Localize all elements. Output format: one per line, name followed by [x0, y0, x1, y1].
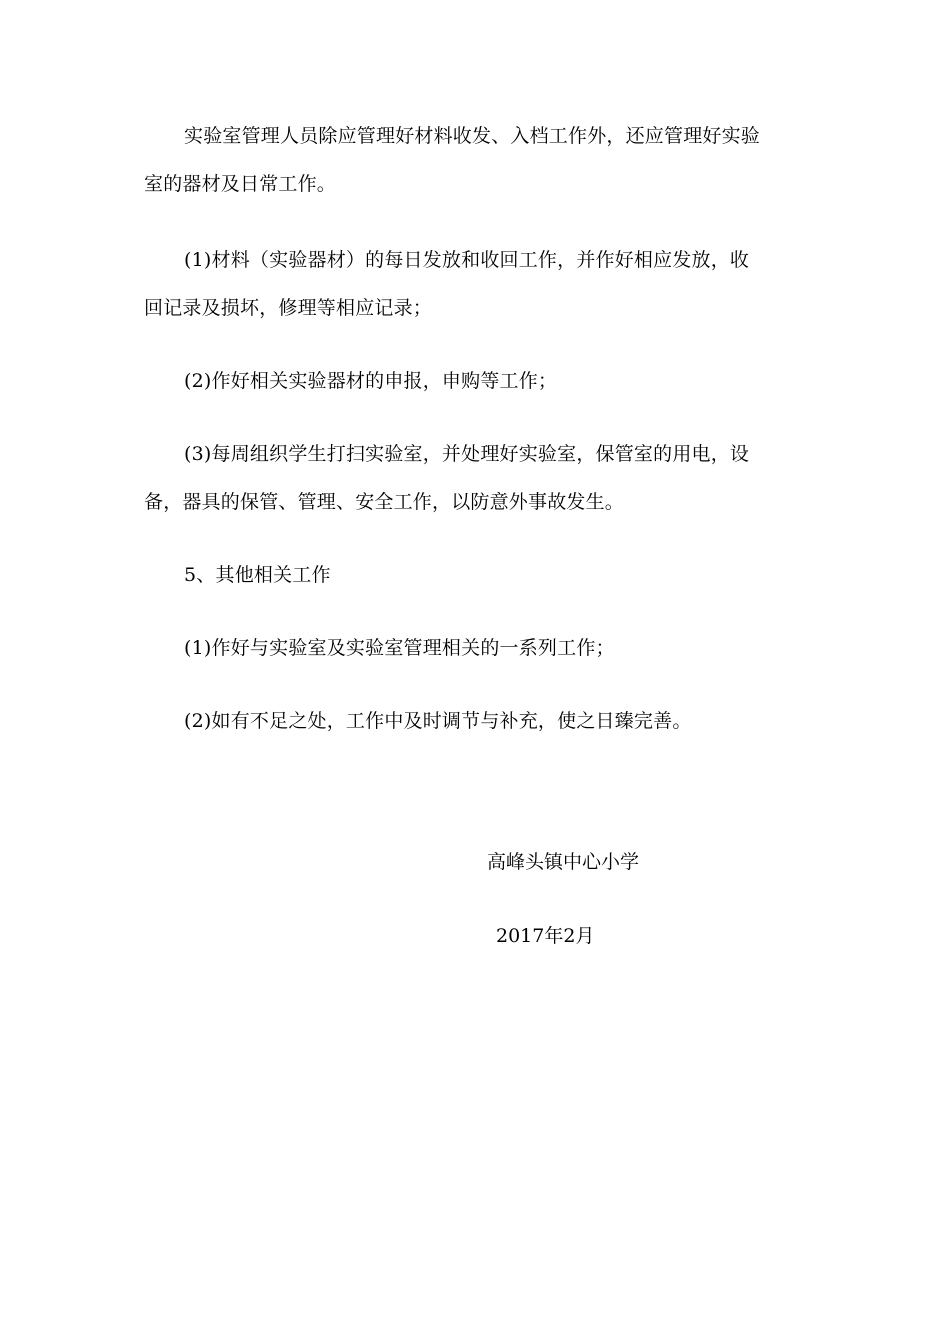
paragraph-other-item-1	[144, 624, 808, 672]
signature-organization: 高峰头镇中心小学	[487, 851, 640, 873]
paragraph-line: 实验室管理人员除应管理好材料收发、入档工作外，还应管理好实验	[184, 125, 761, 147]
paragraph-item-2-procurement	[144, 357, 808, 405]
section-heading-other-work	[144, 551, 808, 599]
paragraph-line: (2)如有不足之处，工作中及时调节与补充，使之日臻完善。	[184, 710, 692, 732]
paragraph-line: 备，器具的保管、管理、安全工作，以防意外事故发生。	[144, 491, 625, 513]
paragraph-line: (2)作好相关实验器材的申报，申购等工作；	[184, 370, 558, 392]
paragraph-item-1-materials	[144, 236, 808, 332]
paragraph-item-3-cleaning-safety	[144, 430, 808, 526]
paragraph-line: 5、其他相关工作	[184, 564, 331, 586]
paragraph-line: (3)每周组织学生打扫实验室，并处理好实验室，保管室的用电，设	[184, 443, 750, 465]
paragraph-other-item-2	[144, 697, 808, 745]
paragraph-line: 回记录及损坏，修理等相应记录；	[144, 297, 433, 319]
paragraph-line: (1)作好与实验室及实验室管理相关的一系列工作；	[184, 637, 615, 659]
paragraph-line: 室的器材及日常工作。	[144, 173, 337, 195]
signature-date: 2017年2月	[496, 925, 595, 947]
paragraph-line: (1)材料（实验器材）的每日发放和收回工作，并作好相应发放，收	[184, 249, 750, 271]
paragraph-lab-staff-duties	[144, 112, 808, 208]
